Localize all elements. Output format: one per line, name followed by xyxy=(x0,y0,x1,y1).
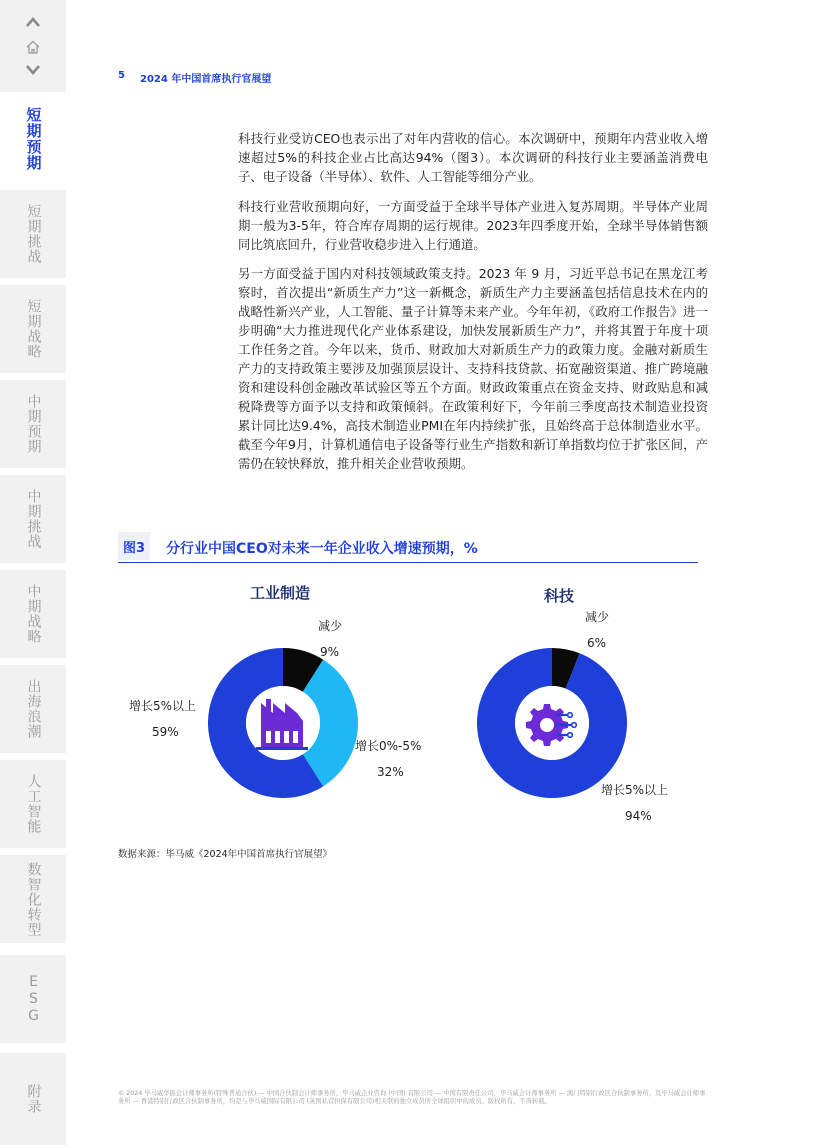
body-text xyxy=(238,130,708,484)
tab-mid-term-outlook[interactable] xyxy=(0,380,66,468)
home-icon[interactable] xyxy=(21,37,45,57)
slice-value-growth-5-plus: 94% xyxy=(625,809,652,823)
slice-value-growth-0-5: 32% xyxy=(377,765,404,779)
tab-going-global[interactable] xyxy=(0,665,66,753)
slice-label-growth-5-plus: 增长5%以上 xyxy=(601,783,669,797)
figure-header xyxy=(118,532,698,563)
donut-chart-manufacturing xyxy=(203,643,363,803)
tab-digital-transformation[interactable] xyxy=(0,855,66,943)
tab-short-term-challenges[interactable] xyxy=(0,190,66,278)
slice-value-decrease: 6% xyxy=(587,636,607,650)
sidebar-nav xyxy=(0,0,66,1145)
paragraph: 科技行业受访CEO也表示出了对年内营收的信心。本次调研中，预期年内营业收入增速超过5%的科技企业占比高达94%（图3）。本次调研的科技行业主要涵盖消费电子、电子设备（半导体）、软件、人工智能等细分产业。 xyxy=(238,131,708,184)
tab-esg[interactable] xyxy=(0,955,66,1043)
tab-label: 中期预期 xyxy=(25,394,42,454)
tab-short-term-strategy[interactable] xyxy=(0,285,66,373)
tab-label: 中期挑战 xyxy=(25,489,42,549)
slice-label-growth-5-plus: 增长5%以上 xyxy=(129,699,197,713)
chart-title-manufacturing: 工业制造 xyxy=(250,584,311,602)
tab-mid-term-strategy[interactable] xyxy=(0,570,66,658)
tab-label: 中期战略 xyxy=(25,584,42,644)
donut-chart-technology xyxy=(472,643,632,803)
tab-appendix[interactable] xyxy=(0,1053,66,1145)
slice-value-growth-5-plus: 59% xyxy=(152,725,179,739)
tab-ai[interactable] xyxy=(0,760,66,848)
slice-label-decrease: 减少 xyxy=(318,619,343,633)
paragraph: 另一方面受益于国内对科技领域政策支持。2023 年 9 月，习近平总书记在黑龙江考察时，首次提出“新质生产力”这一新概念，新质生产力主要涵盖包括信息技术在内的战略性新兴产业，人工智能、量子计算等未来产业。今年年初，《政府工作报告》进一步明确“大力推进现代化产业体系建设，加快发展新质生产力”，并将其置于年度十项工作任务之首。今年以来，货币、财政加大对新质生产力的政策力度。金融对新质生产力的支持政策主要涉及加强顶层设计、支持科技贷款、拓宽融资渠道、推广跨境融资和建设科创金融改革试验区等五个方面。财政政策重点在资金支持、财政贴息和减税降费等方面予以支持和政策倾斜。在政策利好下，今年前三季度高技术制造业投资累计同比达9.4%，高技术制造业PMI在年内持续扩张，且始终高于总体制造业水平。截至今年9月，计算机通信电子设备等行业生产指数和新订单指数均位于扩张区间，产需仍在较快释放，推升相关企业营收预期。 xyxy=(238,266,708,471)
paragraph: 科技行业营收预期向好，一方面受益于全球半导体产业进入复苏周期。半导体产业周期一般为3-5年，符合库存周期的运行规律。2023年四季度开始，全球半导体销售额同比筑底回升，行业营收稳步进入上行通道。 xyxy=(238,198,708,252)
figure-label: 图3 xyxy=(118,532,150,560)
copyright-footer: © 2024 毕马威华振会计师事务所(特殊普通合伙) — 中国合伙制会计师事务所，毕马威企业咨询 (中国) 有限公司 — 中国有限责任公司，毕马威会计师事务所 — 澳门特别行政区合伙制事务所，及毕马威会计师事务所 — 香港特别行政区合伙制事务所，均是与毕马威国际有限公司 (英国私营担保有限公司)相关联的独立成员所全球组织中的成员。版权所有，不得转载。 xyxy=(118,1090,706,1105)
tab-label: ESG xyxy=(25,973,42,1025)
running-title: 2024 年中国首席执行官展望 xyxy=(140,74,272,85)
chevron-down-icon[interactable] xyxy=(21,60,45,80)
tab-label: 短期挑战 xyxy=(25,204,42,264)
nav-controls xyxy=(0,0,66,92)
tab-label: 人工智能 xyxy=(25,774,42,834)
tab-label: 附录 xyxy=(25,1084,42,1114)
tab-label: 短期战略 xyxy=(25,299,42,359)
tab-short-term-outlook[interactable] xyxy=(0,95,66,183)
tab-label: 短期预期 xyxy=(24,107,43,171)
tab-label: 出海浪潮 xyxy=(25,679,42,739)
slice-value-decrease: 9% xyxy=(320,645,340,659)
figure-source: 数据来源：毕马威《2024年中国首席执行官展望》 xyxy=(118,849,333,860)
slice-label-decrease: 减少 xyxy=(585,610,610,624)
page-number: 5 xyxy=(118,70,125,81)
tab-label: 数智化转型 xyxy=(25,861,42,937)
chart-title-technology: 科技 xyxy=(544,587,575,605)
figure-title: 分行业中国CEO对未来一年企业收入增速预期，% xyxy=(166,541,478,557)
tab-mid-term-challenges[interactable] xyxy=(0,475,66,563)
chevron-up-icon[interactable] xyxy=(21,12,45,32)
slice-label-growth-0-5: 增长0%-5% xyxy=(355,739,422,753)
